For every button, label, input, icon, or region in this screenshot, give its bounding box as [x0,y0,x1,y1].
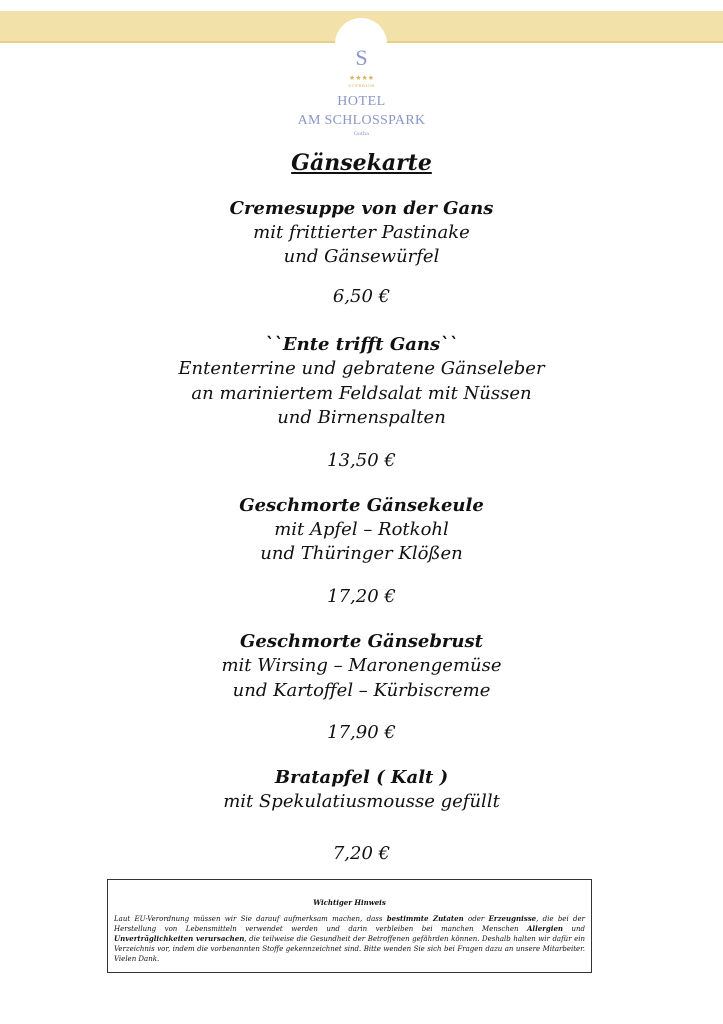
notice-body [114,914,585,964]
menu-item-3-name: Geschmorte Gänsekeule [239,495,484,516]
menu-item-1-line: und Gänsewürfel [283,246,440,267]
menu-item-1-price: 6,50 € [332,286,391,307]
menu-item-5-line: mit Spekulatiusmousse gefüllt [223,791,500,812]
notice-emphasis: Erzeugnisse [488,914,537,923]
menu-item-4-line: und Kartoffel – Kürbiscreme [232,680,491,701]
logo-hotel: HOTEL [337,94,386,109]
menu-item-3-price: 17,20 € [327,586,396,607]
notice-emphasis: Allergien [527,924,563,933]
notice-emphasis: Unverträglichkeiten verursachen [114,934,245,943]
logo-stars: ★★★★ [348,74,375,82]
logo-city: Gotha [353,131,370,137]
menu-item-5-price: 7,20 € [332,843,391,864]
notice-text: und [563,925,585,933]
menu-item-2-line: Ententerrine und gebratene Gänseleber [178,358,545,379]
menu-item-2-name: ``Ente trifft Gans`` [264,334,459,355]
menu-item-2-line: an mariniertem Feldsalat mit Nüssen [191,383,532,404]
notice-text: Laut EU-Verordnung müssen wir Sie darauf aufmerksam machen, dass [114,915,387,923]
menu-item-4-line: mit Wirsing – Maronengemüse [221,655,502,676]
notice-emphasis: bestimmte Zutaten [386,914,464,923]
notice-text: oder [463,915,489,923]
menu-item-2-line: und Birnenspalten [277,407,446,428]
logo-hotel-name: AM SCHLOSSPARK [297,113,426,128]
menu-item-4-price: 17,90 € [327,722,396,743]
allergy-notice-box [107,879,592,973]
menu-item-1-line: mit frittierter Pastinake [253,222,470,243]
logo-letter: S [355,45,368,70]
menu-title: Gänsekarte [291,150,432,176]
menu-item-2-price: 13,50 € [327,450,396,471]
notice-text: , die teilweise die Gesundheit der Betroffenen gefährden können. Deshalb halten wir dafür ein Verzeichnis vor, indem die vorbenannten Stoffe gekennzeichnet sind. Bitte wenden Sie sich bei Fragen dazu an unsere Mitarbeiter. Vielen Dank. [114,935,585,963]
menu-item-3-line: mit Apfel – Rotkohl [274,519,449,540]
menu-item-5-name: Bratapfel ( Kalt ) [274,767,449,788]
menu-item-3-line: und Thüringer Klößen [260,543,463,564]
menu-item-4-name: Geschmorte Gänsebrust [240,631,483,652]
notice-title: Wichtiger Hinweis [313,898,386,907]
menu-item-1-name: Cremesuppe von der Gans [229,198,494,219]
notice-text: , die bei der Herstellung von Lebensmitteln verwendet werden und darin verbleiben bei manchen Menschen [114,915,585,933]
logo-superior: SUPERIOR [348,83,375,88]
